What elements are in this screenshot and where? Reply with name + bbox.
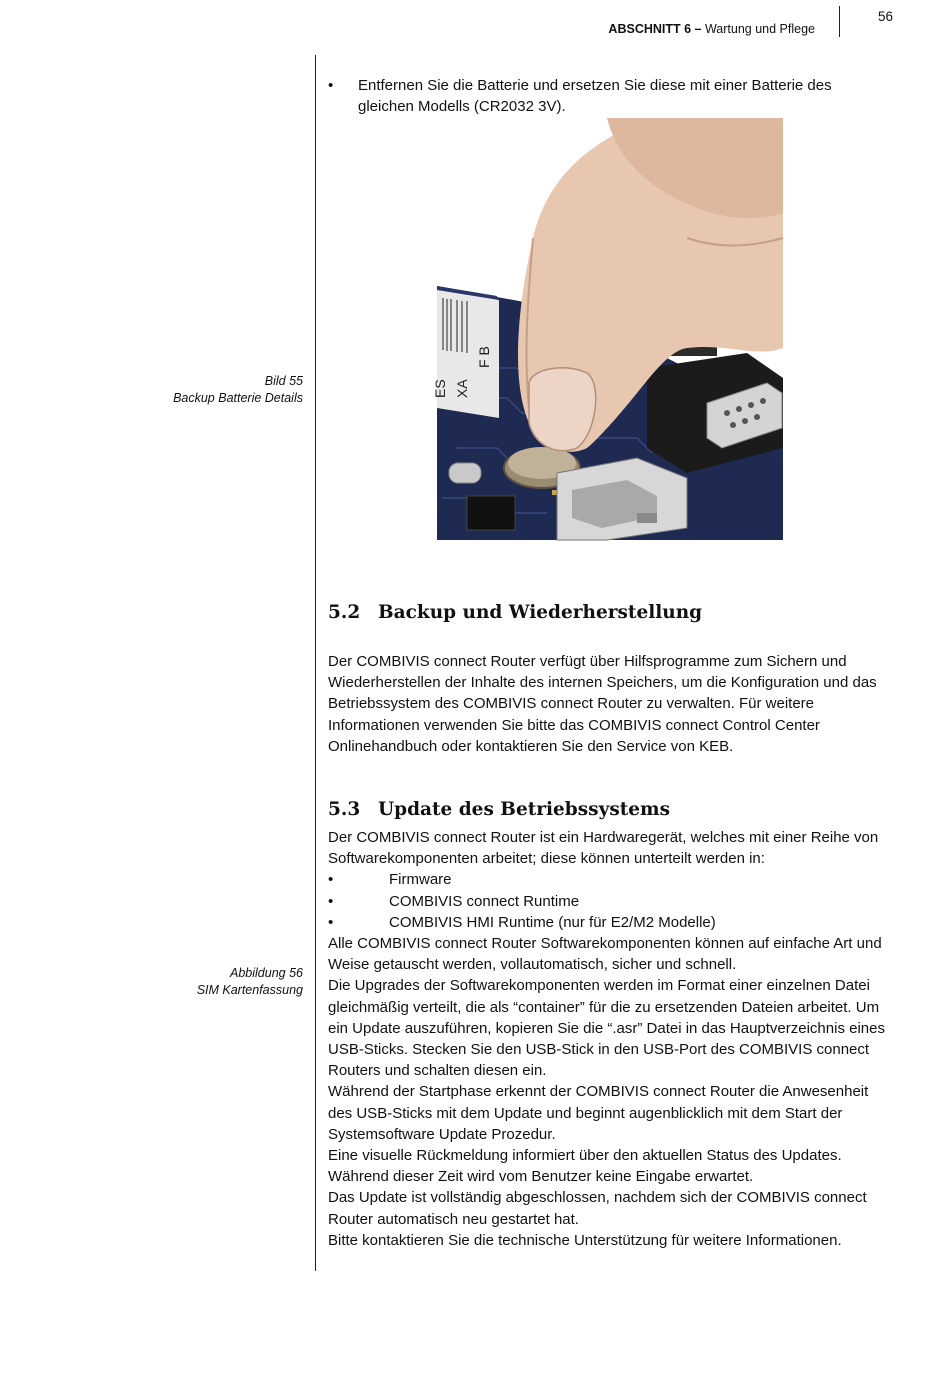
list-item bbox=[328, 891, 893, 912]
list-item-text: Firmware bbox=[389, 871, 452, 889]
paragraph: Das Update ist vollständig abgeschlossen, nachdem sich der COMBIVIS connect Router automatisch neu gestartet hat. bbox=[328, 1189, 867, 1228]
paragraph: Der COMBIVIS connect Router ist ein Hardwaregerät, welches mit einer Reihe von Softwarekomponenten arbeitet; diese können unterteilt werden in: bbox=[328, 829, 879, 868]
battery-photo bbox=[432, 118, 783, 540]
bullet-glyph: • bbox=[328, 871, 334, 889]
page-number: 56 bbox=[878, 9, 894, 24]
bullet-glyph: • bbox=[328, 77, 334, 94]
list-item bbox=[328, 912, 893, 933]
list-item-text: COMBIVIS connect Runtime bbox=[389, 892, 580, 910]
paragraph: Bitte kontaktieren Sie die technische Unterstützung für weitere Informationen. bbox=[328, 1231, 842, 1249]
caption-label: Abbildung 56 bbox=[230, 966, 303, 980]
label-text-xa: XA bbox=[454, 379, 470, 398]
caption-text: SIM Kartenfassung bbox=[196, 983, 303, 997]
heading-title: Update des Betriebssystems bbox=[378, 799, 671, 820]
heading-5-3 bbox=[328, 799, 670, 820]
heading-title: Backup und Wiederherstellung bbox=[378, 602, 703, 623]
caption-label: Bild 55 bbox=[264, 374, 303, 388]
heading-5-2 bbox=[328, 602, 702, 623]
bullet-glyph: • bbox=[328, 892, 334, 910]
paragraph: Eine visuelle Rückmeldung informiert über den aktuellen Status des Updates. Während dieser Zeit wird vom Benutzer keine Eingabe erwartet. bbox=[328, 1147, 842, 1186]
header-divider bbox=[839, 6, 840, 37]
battery-instruction bbox=[328, 75, 888, 117]
caption-text: Backup Batterie Details bbox=[173, 391, 303, 405]
section-5-3-body bbox=[328, 827, 893, 1251]
caption-figure-55 bbox=[120, 373, 303, 407]
paragraph: Alle COMBIVIS connect Router Softwarekomponenten können auf einfache Art und Weise getauscht werden, vollautomatisch, sicher und schnell. bbox=[328, 935, 882, 974]
heading-number: 5.2 bbox=[328, 602, 361, 623]
paragraph: Während der Startphase erkennt der COMBIVIS connect Router die Anwesenheit des USB-Sticks mit dem Update und beginnt augenblicklich mit dem Start der Systemsoftware Update Prozedur. bbox=[328, 1083, 869, 1143]
label-text-es: ES bbox=[432, 379, 448, 398]
paragraph: Die Upgrades der Softwarekomponenten werden im Format einer einzelnen Datei gleichmäßig verteilt, die als “container” für die zu ersetzenden Dateien arbeitet. Um ein Update auszuführen, kopieren Sie die “.asr” Datei in das Hauptverzeichnis eines USB-Sticks. Stecken Sie den USB-Stick in den USB-Port des COMBIVIS connect Routers und schalten diesen ein. bbox=[328, 977, 885, 1080]
bullet-glyph: • bbox=[328, 913, 334, 931]
caption-figure-56 bbox=[120, 965, 303, 999]
heading-number: 5.3 bbox=[328, 799, 361, 820]
section-title: Wartung und Pflege bbox=[701, 22, 815, 36]
section-number: ABSCHNITT 6 – bbox=[608, 22, 702, 36]
section-header bbox=[560, 22, 815, 36]
list-item bbox=[328, 869, 893, 890]
list-item-text: COMBIVIS HMI Runtime (nur für E2/M2 Modelle) bbox=[389, 913, 716, 931]
label-text-fb: F B bbox=[476, 346, 492, 368]
battery-instruction-text: Entfernen Sie die Batterie und ersetzen Sie diese mit einer Batterie des gleichen Modells (CR2032 3V). bbox=[358, 77, 832, 116]
section-5-2-body bbox=[328, 651, 893, 757]
paragraph: Der COMBIVIS connect Router verfügt über Hilfsprogramme zum Sichern und Wiederherstellen der Inhalte des internen Speichers, um die Konfiguration und das Betriebssystem des COMBIVIS connect Router zu verwalten. Für weitere Informationen verwenden Sie bitte das COMBIVIS connect Control Center Onlinehandbuch oder kontaktieren Sie den Service von KEB. bbox=[328, 653, 877, 755]
margin-rule bbox=[315, 55, 316, 1271]
